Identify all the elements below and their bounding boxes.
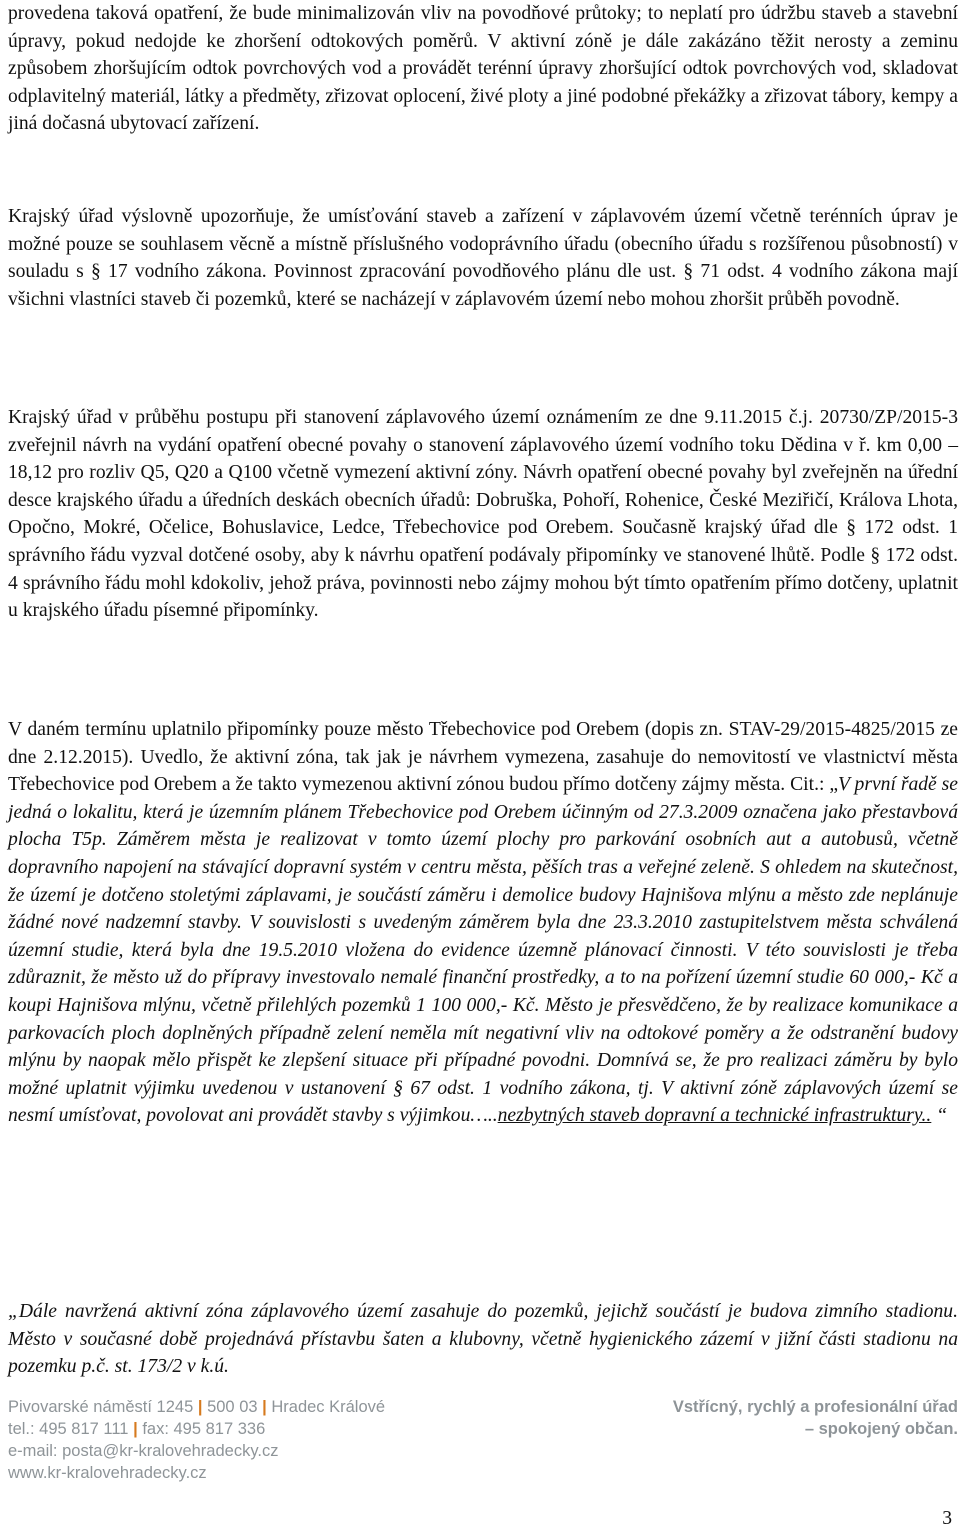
paragraph-2: Krajský úřad výslovně upozorňuje, že umísťování staveb a zařízení v záplavovém území včetně terénních úprav je možné pouze se souhlasem věcně a místně příslušného vodoprávního úřadu (obecního úřadu s rozšířenou působností) v souladu s § 17 vodního zákona. Povinnost zpracování povodňového plánu dle ust. § 71 odst. 4 vodního zákona mají všichni vlastníci staveb či pozemků, které se nacházejí v záplavovém území nebo mohou zhoršit průběh povodně. xyxy=(8,206,958,310)
paragraph-5: „Dále navržená aktivní zóna záplavového území zasahuje do pozemků, jejichž součástí je budova zimního stadionu. Město v současné době projednává přístavbu šaten a klubovny, včetně hygienického zázemí v jižní části stadionu na pozemku p.č. st. 173/2 v k.ú. xyxy=(8,1301,958,1378)
footer-zip: 500 03 xyxy=(207,1398,258,1416)
paragraph-4-close: “ xyxy=(931,1105,948,1127)
footer-fax: fax: 495 817 336 xyxy=(142,1420,266,1438)
page-footer xyxy=(8,1396,958,1491)
footer-email[interactable]: e-mail: posta@kr-kralovehradecky.cz xyxy=(8,1442,279,1460)
footer-phone-fax xyxy=(8,1418,528,1440)
paragraph-1: provedena taková opatření, že bude minimalizován vliv na povodňové průtoky; to neplatí pro údržbu staveb a stavební úpravy, pokud nedojde ke zhoršení odtokových poměrů. V aktivní zóně je dále zakázáno těžit nerosty a zeminu způsobem zhoršujícím odtok povrchových vod a provádět terénní úpravy zhoršující odtok povrchových vod, skladovat odplavitelný materiál, látky a předměty, zřizovat oplocení, živé ploty a jiné podobné překážky a zřizovat tábory, kempy a jiná dočasná ubytovací zařízení. xyxy=(8,3,958,135)
paragraph-4 xyxy=(8,716,958,1130)
footer-slogan xyxy=(538,1396,958,1440)
footer-contact xyxy=(8,1396,528,1484)
paragraph-4-quote: V první řadě se jedná o lokalitu, která je územním plánem Třebechovice pod Orebem účinným od 27.3.2009 označena jako přestavbová plocha T5p. Záměrem města je realizovat v tomto území plochy pro parkování osobních aut a autobusů, včetně dopravního napojení na stávající dopravní systém v centru města, pěších tras a veřejné zeleně. S ohledem na skutečnost, že území je dotčeno stoletými záplavami, je součástí záměru i demolice budovy Hajnišova mlýnu a město zde neplánuje žádné nové nadzemní stavby. V souvislosti s uvedeným záměrem byla dne 23.3.2010 zastupitelstvem města schválená územní studie, která byla dne 19.5.2010 vložena do evidence územně plánovací činnosti. V této souvislosti je třeba zdůraznit, že město už do přípravy investovalo nemalé finanční prostředky, a to na pořízení územní studie 60 000,- Kč a koupi Hajnišova mlýnu, včetně přilehlých pozemků 1 100 000,- Kč. Město je přesvědčeno, že by realizace komunikace a parkovacích ploch doplněných případně zelení neměla mít negativní vliv na odtokové poměry a že odstranění budovy mlýnu by naopak mělo přispět ke zlepšení situace při případné povodni. Domnívá se, že pro realizaci záměru by bylo možné uplatnit výjimku uvedenou v ustanovení § 67 odst. 1 vodního zákona, tj. V aktivní zóně záplavových území se nesmí umísťovat, povolovat ani provádět stavby s výjimkou….. xyxy=(8,774,958,1127)
footer-city: Hradec Králové xyxy=(271,1398,386,1416)
paragraph-3: Krajský úřad v průběhu postupu při stanovení záplavového území oznámením ze dne 9.11.2015 č.j. 20730/ZP/2015-3 zveřejnil návrh na vydání opatření obecné povahy o stanovení záplavového území vodního toku Dědina v ř. km 0,00 – 18,12 pro rozliv Q5, Q20 a Q100 včetně vymezení aktivní zóny. Návrh opatření obecné povahy byl zveřejněn na úřední desce krajského úřadu a úředních deskách obecních úřadů: Dobruška, Pohoří, Rohenice, České Meziřičí, Králova Lhota, Opočno, Mokré, Očelice, Bohuslavice, Ledce, Třebechovice pod Orebem. Současně krajský úřad dle § 172 odst. 1 správního řádu vyzval dotčené osoby, aby k návrhu opatření podávaly připomínky ve stanovené lhůtě. Podle § 172 odst. 4 správního řádu mohl kdokoliv, jehož práva, povinnosti nebo zájmy mohou být tímto opatřením přímo dotčeny, uplatnit u krajského úřadu písemné připomínky. xyxy=(8,407,958,622)
footer-phone: tel.: 495 817 111 xyxy=(8,1420,129,1438)
footer-address xyxy=(8,1396,528,1418)
footer-separator: | xyxy=(262,1398,267,1416)
footer-separator: | xyxy=(197,1398,203,1416)
footer-slogan-line-2: – spokojený občan. xyxy=(804,1420,958,1438)
footer-slogan-line-1: Vstřícný, rychlý a profesionální úřad xyxy=(672,1398,958,1416)
paragraph-4-underlined: nezbytných staveb dopravní a technické infrastruktury.. xyxy=(497,1105,932,1127)
footer-separator: | xyxy=(133,1420,138,1438)
paragraph-4-intro: V daném termínu uplatnilo připomínky pouze město Třebechovice pod Orebem (dopis zn. STAV-29/2015-4825/2015 ze dne 2.12.2015). Uvedlo, že aktivní zóna, tak jak je návrhem vymezena, zasahuje do nemovitostí ve vlastnictví města Třebechovice pod Orebem a že takto vymezenou aktivní zónou budou přímo dotčeny zájmy města. Cit.: „ xyxy=(8,719,958,796)
page-number: 3 xyxy=(942,1508,952,1529)
footer-web[interactable]: www.kr-kralovehradecky.cz xyxy=(8,1464,207,1482)
footer-street: Pivovarské náměstí 1245 xyxy=(8,1398,194,1416)
